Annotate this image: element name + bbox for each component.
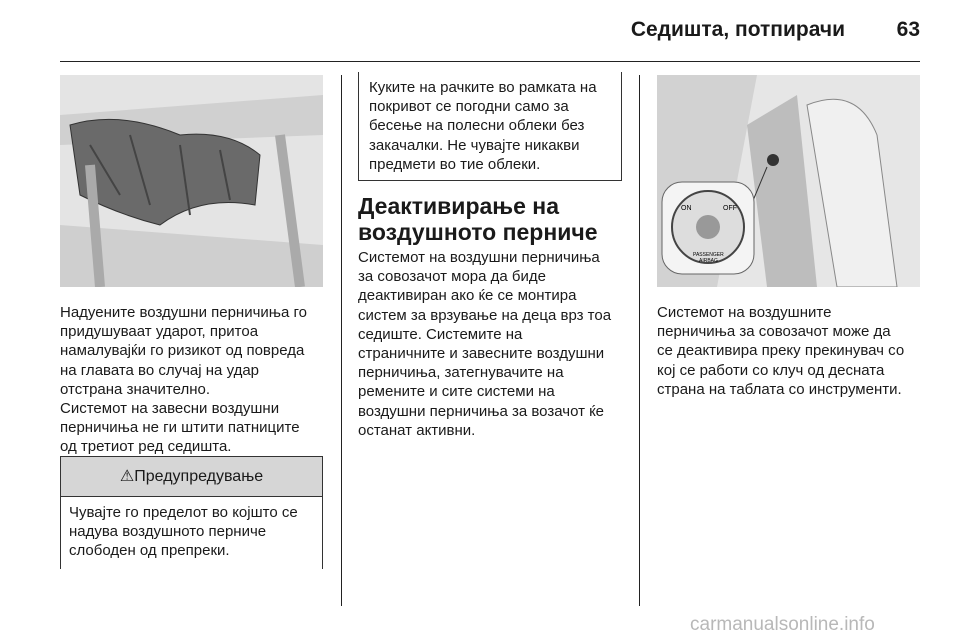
text-line: перничиња не ги штити патниците <box>60 419 300 437</box>
watermark: carmanualsonline.info <box>690 614 875 635</box>
text-line: деактивиран ако ќе се монтира <box>358 287 577 305</box>
text-line: страна на таблата со инструменти. <box>657 380 902 398</box>
text-line: перничиња, затегнувачите на <box>358 364 564 382</box>
svg-text:OFF: OFF <box>723 205 737 212</box>
warning-header: ⚠Предупредување <box>61 457 322 497</box>
text-line: покривот се погодни само за <box>369 98 569 116</box>
text-line: придушуваат ударот, притоа <box>60 323 259 341</box>
section-heading: Деактивирање на воздушното перниче <box>358 193 598 245</box>
paragraph <box>60 399 300 457</box>
page-title: Седишта, потпирачи <box>630 18 845 41</box>
paragraph <box>60 303 307 399</box>
text-line: Надуените воздушни перничиња го <box>60 304 307 321</box>
text-line: седиште. Системите на <box>358 325 523 343</box>
text-line: страничните и завесните воздушни <box>358 345 605 363</box>
svg-text:AIRBAG: AIRBAG <box>699 258 718 264</box>
text-line: Системот на завесни воздушни <box>60 400 280 417</box>
text-line: Системот на воздушните <box>657 304 832 321</box>
text-line: воздушни перничиња за возачот ќе <box>358 402 605 420</box>
warning-box-continued <box>358 72 622 181</box>
text-line: кој се работи со клуч од десната <box>657 361 885 379</box>
column-divider <box>341 75 342 606</box>
text-line: надува воздушното перниче <box>69 523 267 541</box>
svg-text:PASSENGER: PASSENGER <box>693 252 724 258</box>
curtain-airbag-illustration <box>60 75 323 287</box>
text-line: ремените и сите системи на <box>358 383 555 401</box>
text-line: систем за врзување на деца врз тоа <box>358 306 612 324</box>
column-divider <box>639 75 640 606</box>
svg-text:ON: ON <box>681 205 692 212</box>
warning-text <box>61 497 322 567</box>
text-line: Системот на воздушни перничиња <box>358 249 600 266</box>
text-line: закачалки. Не чувајте никакви <box>369 136 580 154</box>
text-line: останат активни. <box>358 421 476 439</box>
header-rule <box>60 61 920 62</box>
text-line: бесење на полесни облеки без <box>369 117 585 135</box>
text-line: за совозачот мора да биде <box>358 268 546 286</box>
text-line: на главата во случај на удар <box>60 361 260 379</box>
warning-triangle-icon: ⚠ <box>119 468 135 485</box>
paragraph <box>358 248 611 440</box>
text-line: предмети во тие облеки. <box>369 155 541 173</box>
text-line: Чувајте го пределот во којшто се <box>69 504 298 521</box>
text-line: перничиња за совозачот може да <box>657 323 891 341</box>
airbag-switch-illustration <box>657 75 920 287</box>
text-line: слободен од препреки. <box>69 542 230 560</box>
text-line: отстрана значително. <box>60 380 211 398</box>
page-number: 63 <box>896 18 920 41</box>
text-line: Куките на рачките во рамката на <box>369 79 597 96</box>
text-line: намалувајќи го ризикот од повреда <box>60 342 305 360</box>
paragraph <box>657 303 904 399</box>
text-line: од третиот ред седишта. <box>60 438 232 456</box>
text-line: се деактивира преку прекинувач со <box>657 342 905 360</box>
warning-box <box>60 456 323 569</box>
